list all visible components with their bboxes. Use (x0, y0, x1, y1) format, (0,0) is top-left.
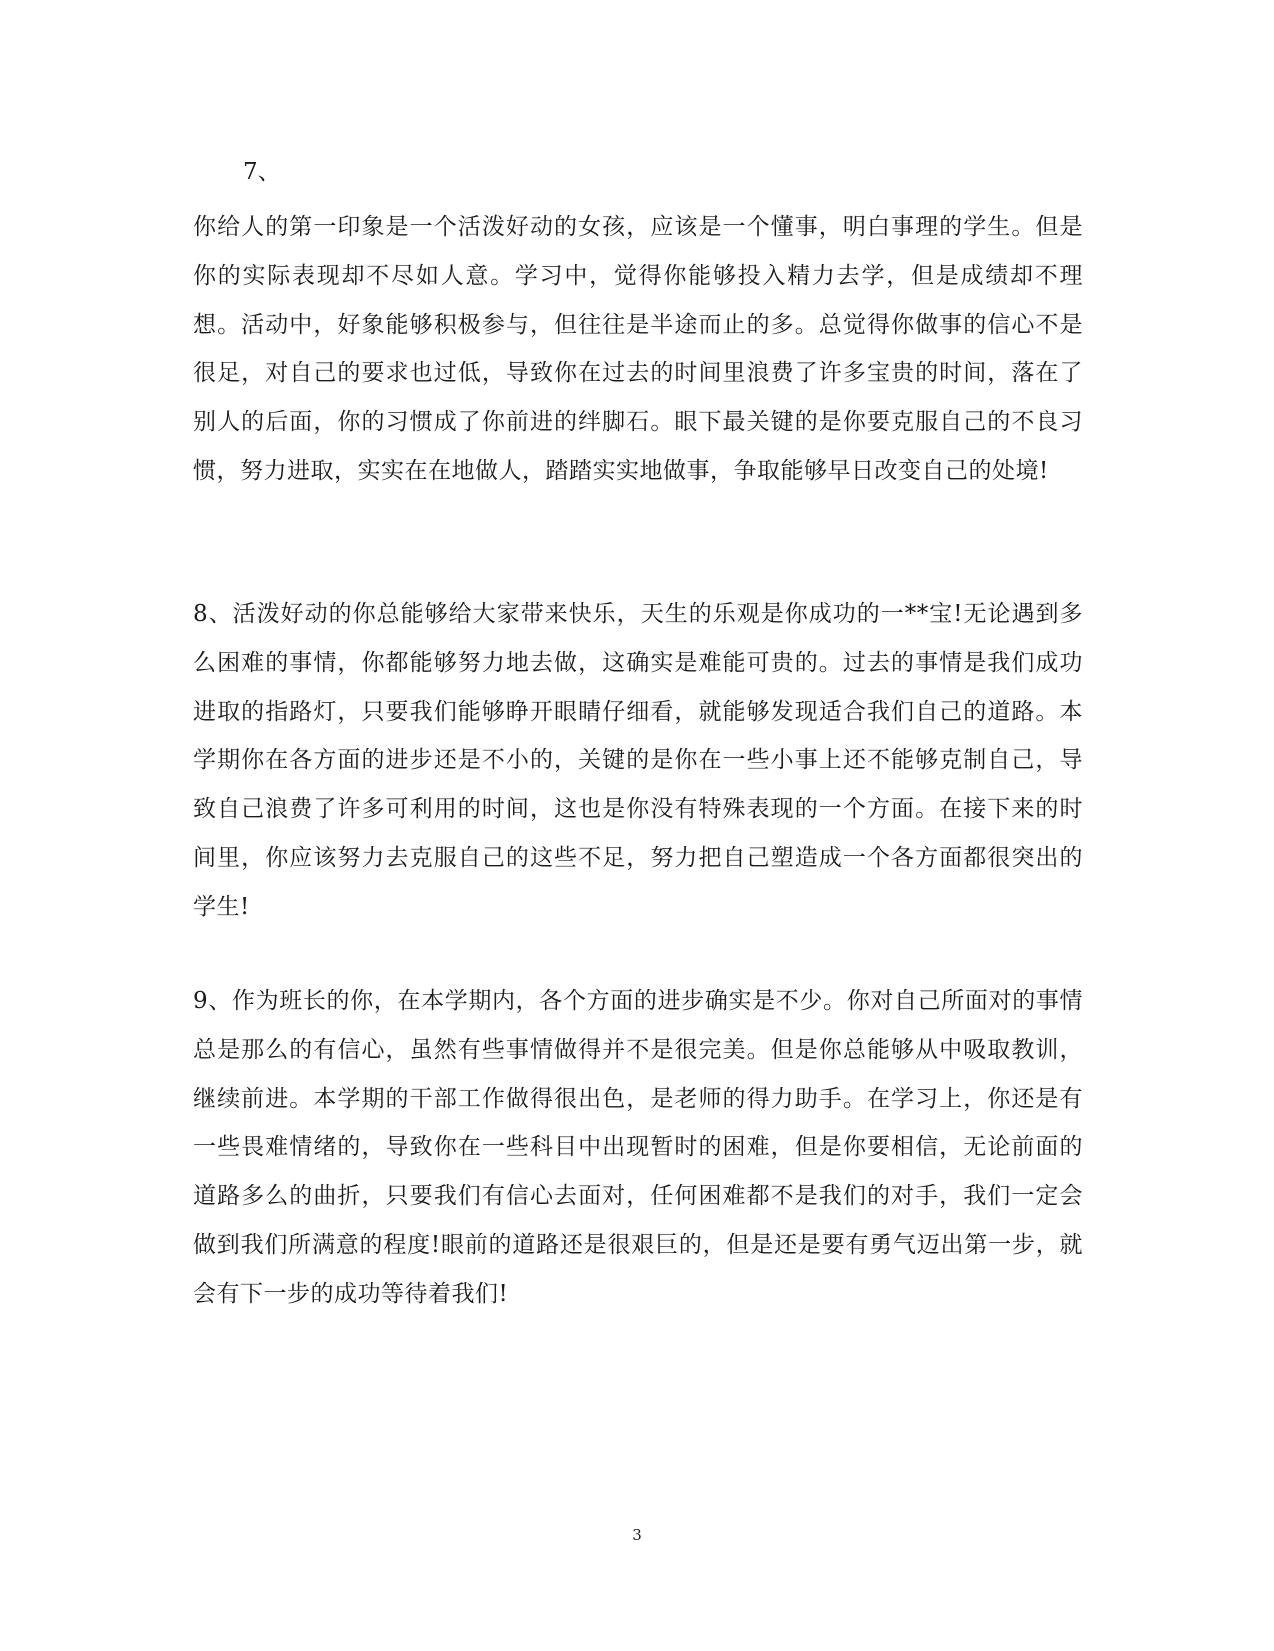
page-number: 3 (632, 1526, 642, 1544)
item-7-number: 7、 (243, 159, 281, 185)
item-8-paragraph: 8、活泼好动的你总能够给大家带来快乐，天生的乐观是你成功的一**宝!无论遇到多么困难的事情，你都能够努力地去做，这确实是难能可贵的。过去的事情是我们成功进取的指路灯，只要我们能够睁开眼睛仔细看，就能够发现适合我们自己的道路。本学期你在各方面的进步还是不小的，关键的是你在一些小事上还不能够克制自己，导致自己浪费了许多可利用的时间，这也是你没有特殊表现的一个方面。在接下来的时间里，你应该努力去克服自己的这些不足，努力把自己塑造成一个各方面都很突出的学生! (193, 601, 1083, 920)
item-7-paragraph: 你给人的第一印象是一个活泼好动的女孩，应该是一个懂事，明白事理的学生。但是你的实际表现却不尽如人意。学习中，觉得你能够投入精力去学，但是成绩却不理想。活动中，好象能够积极参与，但往往是半途而止的多。总觉得你做事的信心不是很足，对自己的要求也过低，导致你在过去的时间里浪费了许多宝贵的时间，落在了别人的后面，你的习惯成了你前进的绊脚石。眼下最关键的是你要克服自己的不良习惯，努力进取，实实在在地做人，踏踏实实地做事，争取能够早日改变自己的处境! (193, 214, 1083, 484)
item-9-paragraph: 9、作为班长的你，在本学期内，各个方面的进步确实是不少。你对自己所面对的事情总是那么的有信心，虽然有些事情做得并不是很完美。但是你总能够从中吸取教训，继续前进。本学期的干部工作做得很出色，是老师的得力助手。在学习上，你还是有一些畏难情绪的，导致你在一些科目中出现暂时的困难，但是你要相信，无论前面的道路多么的曲折，只要我们有信心去面对，任何困难都不是我们的对手，我们一定会做到我们所满意的程度!眼前的道路还是很艰巨的，但是还是要有勇气迈出第一步，就会有下一步的成功等待着我们! (193, 988, 1083, 1307)
